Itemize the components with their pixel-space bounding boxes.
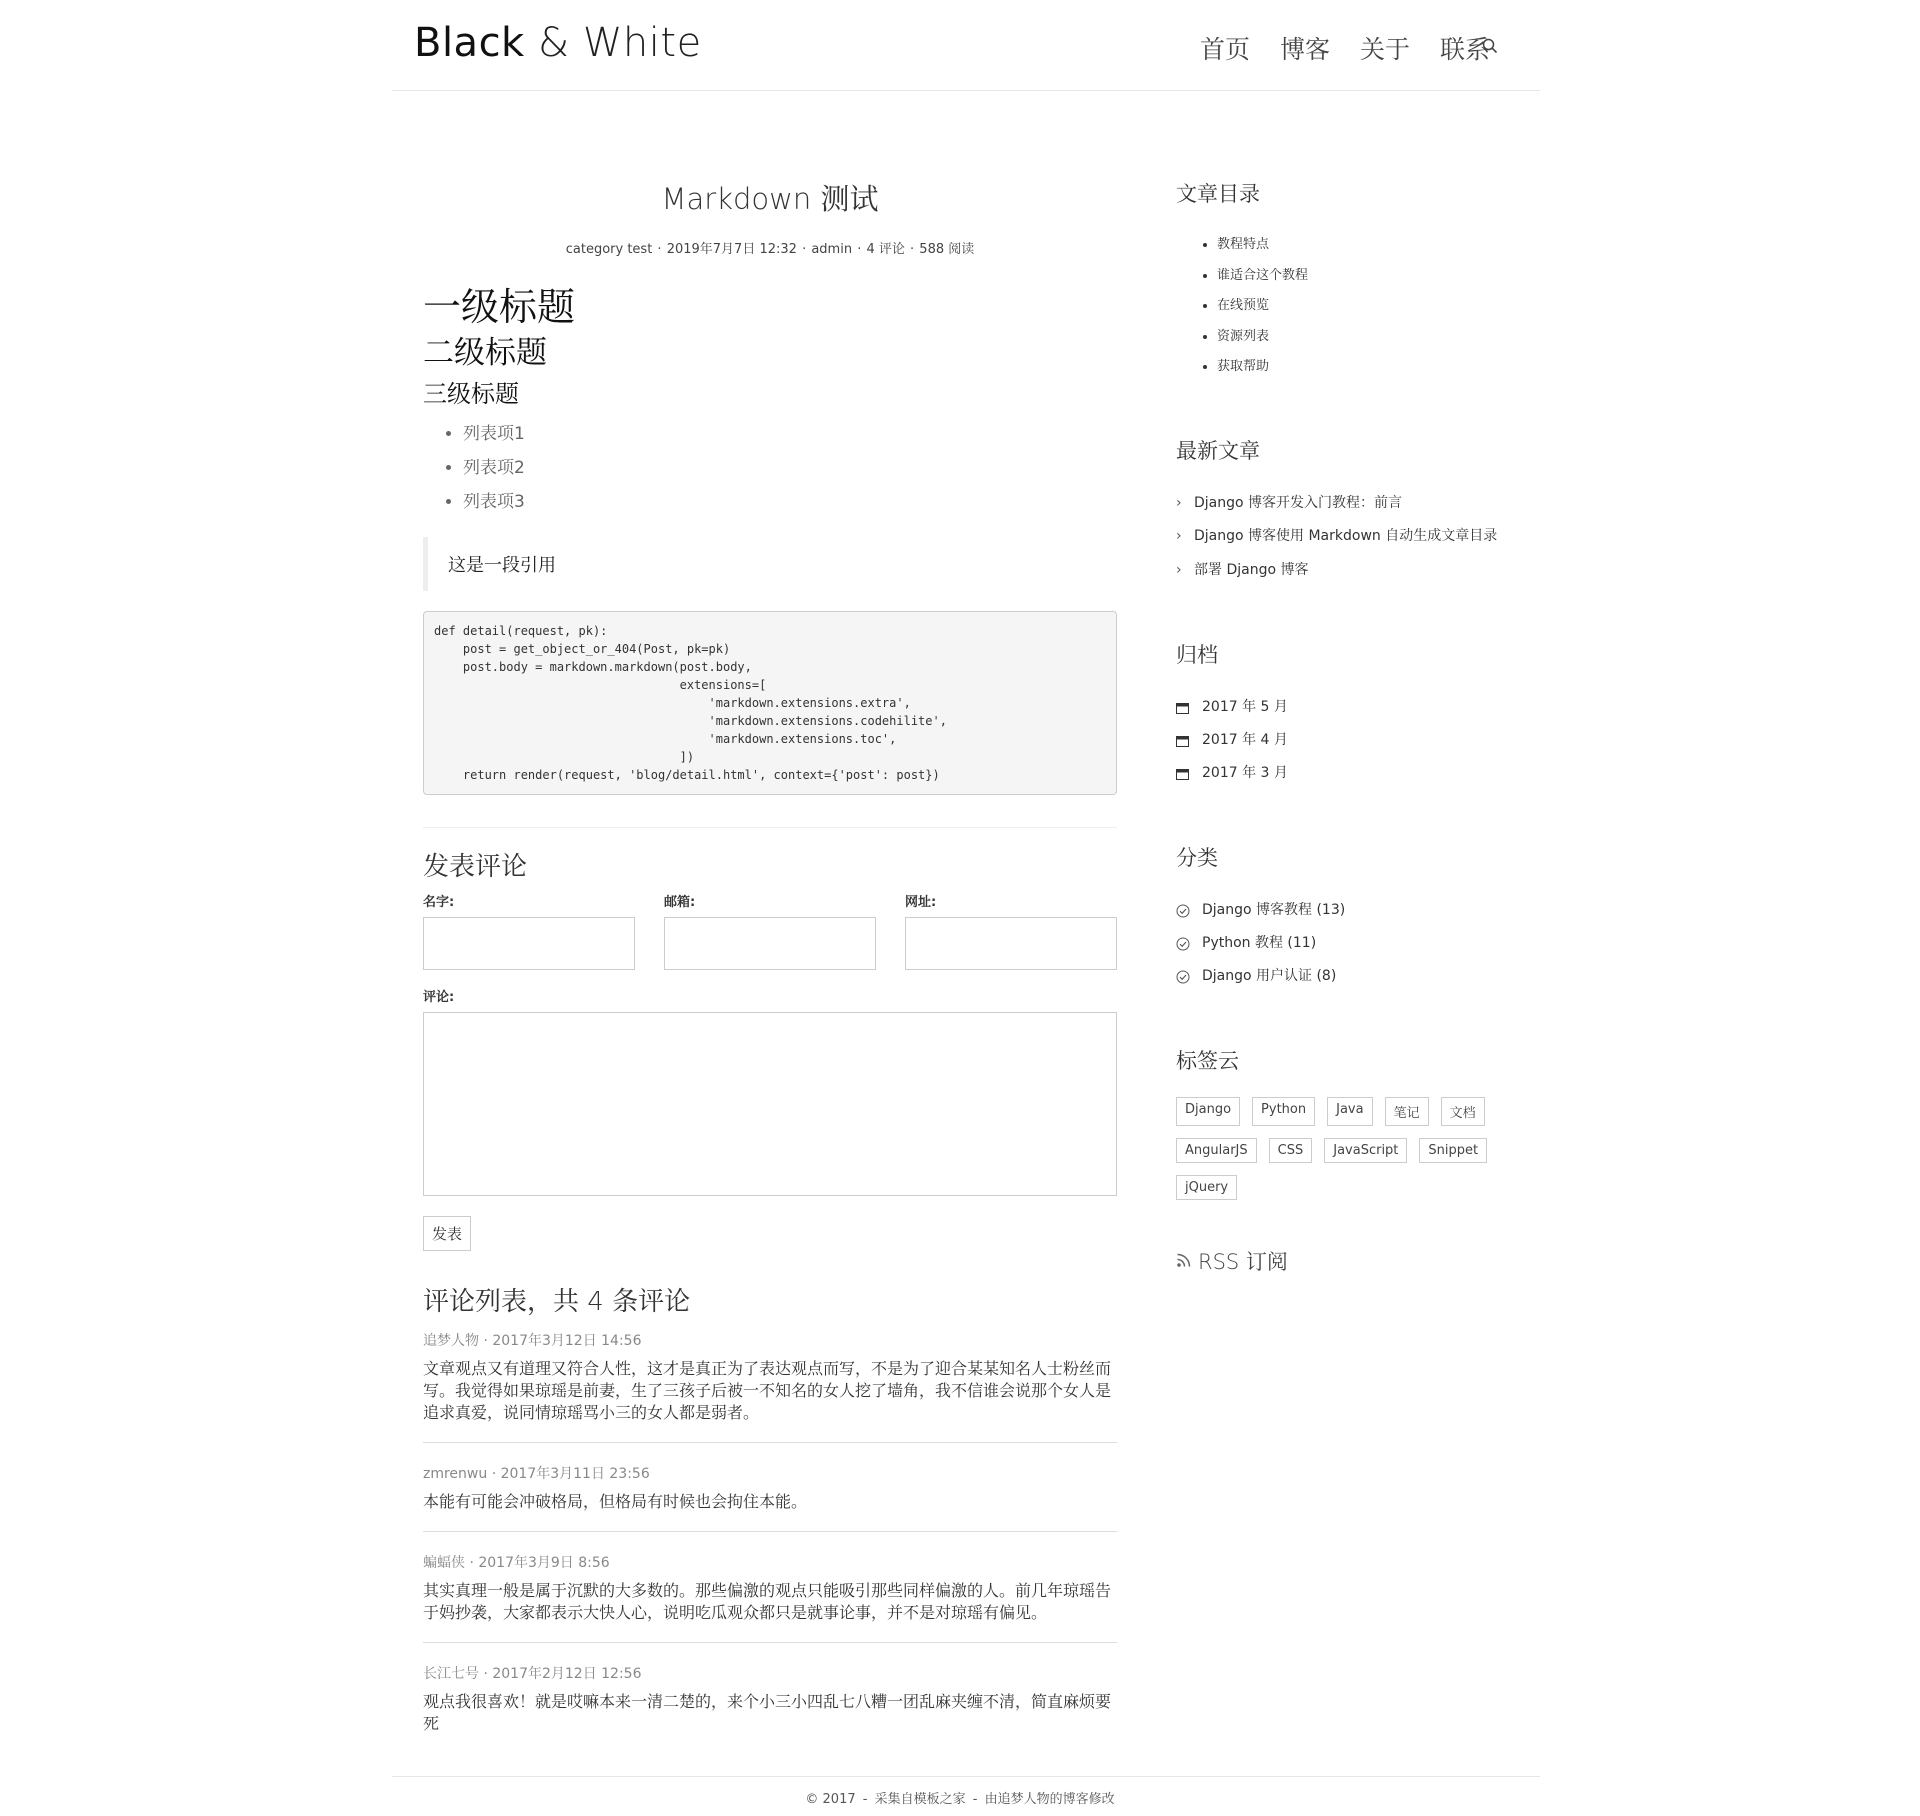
sidebar	[1176, 178, 1516, 1276]
chevron-right-icon: ›	[1176, 528, 1182, 544]
tag[interactable]: Django	[1176, 1097, 1240, 1126]
comment-body: 文章观点又有道理又符合人性，这才是真正为了表达观点而写，不是为了迎合某某知名人士粉丝而写。我觉得如果琼瑶是前妻，生了三孩子后被一不知名的女人挖了墙角，我不信谁会说那个女人是追求真爱，说同情琼瑶骂小三的女人都是弱者。	[423, 1359, 1112, 1422]
comment-item	[423, 1463, 1117, 1532]
comment-meta: 长江七号 · 2017年2月12日 12:56	[423, 1666, 642, 1682]
comment-list	[423, 1330, 1117, 1753]
email-field-group	[664, 891, 876, 970]
comment-meta: zmrenwu · 2017年3月11日 23:56	[423, 1466, 650, 1482]
rss-label: RSS 订阅	[1198, 1250, 1288, 1274]
comment-form-title: 发表评论	[423, 852, 528, 882]
tag-cloud-title: 标签云	[1176, 1049, 1239, 1073]
recent-post-item[interactable]	[1176, 554, 1516, 588]
footer-copyright: © 2017	[805, 1792, 856, 1807]
recent-post-item[interactable]	[1176, 520, 1516, 554]
tag[interactable]: AngularJS	[1176, 1138, 1257, 1163]
check-circle-icon	[1176, 904, 1202, 918]
toc-list	[1217, 230, 1516, 383]
nav-blog[interactable]: 博客	[1279, 35, 1330, 64]
recent-post-label: Django 博客使用 Markdown 自动生成文章目录	[1194, 528, 1498, 544]
nav-contact[interactable]: 联系	[1439, 35, 1490, 64]
heading-3: 三级标题	[423, 380, 519, 408]
search-icon[interactable]	[1482, 38, 1498, 54]
archive-label: 2017 年 4 月	[1202, 732, 1288, 748]
category-label: Python 教程 (11)	[1202, 935, 1317, 951]
calendar-icon	[1176, 702, 1202, 714]
tag[interactable]: Java	[1327, 1097, 1372, 1126]
comment-meta: 蝙蝠侠 · 2017年3月9日 8:56	[423, 1555, 610, 1571]
rss-link[interactable]	[1176, 1246, 1516, 1276]
category-item[interactable]	[1176, 927, 1516, 960]
heading-1: 一级标题	[423, 285, 576, 329]
post-article	[423, 170, 1117, 1753]
list-item: • 列表项1	[463, 417, 1117, 451]
recent-post-label: 部署 Django 博客	[1194, 561, 1309, 578]
logo-white: White	[582, 20, 702, 66]
comments-title: 评论列表，共 4 条评论	[423, 1287, 691, 1317]
toc-widget	[1176, 178, 1516, 383]
recent-posts-widget	[1176, 435, 1516, 588]
check-circle-icon	[1176, 970, 1202, 984]
tag[interactable]: JavaScript	[1324, 1138, 1407, 1163]
tag[interactable]: jQuery	[1176, 1175, 1237, 1200]
comment-textarea[interactable]	[423, 1012, 1117, 1196]
logo-amp: &	[537, 20, 570, 66]
toc-item[interactable]: • 在线预览	[1217, 291, 1516, 322]
footer-modified-link[interactable]: 由追梦人物的博客修改	[984, 1792, 1115, 1807]
tag[interactable]: Python	[1252, 1097, 1315, 1126]
toc-item[interactable]: • 谁适合这个教程	[1217, 261, 1516, 292]
category-title: 分类	[1176, 846, 1218, 870]
list-item: • 列表项3	[463, 485, 1117, 519]
main-nav	[1170, 30, 1490, 66]
archive-title: 归档	[1176, 643, 1218, 667]
code-block: def detail(request, pk): post = get_object_or_404(Post, pk=pk) post.body = markdown.markdown(post.body, extensions=[ 'markdown.extensions.extra', 'markdown.extensions.codehilite', 'markdown.extensions.toc', ]) return render(request, 'blog/detail.html', context={'post': post})	[423, 611, 1117, 795]
archive-widget	[1176, 639, 1516, 790]
submit-comment-button[interactable]: 发表	[423, 1216, 471, 1251]
site-logo[interactable]	[414, 20, 702, 66]
post-views: 588 阅读	[919, 242, 975, 257]
name-field-group	[423, 891, 635, 970]
blockquote: 这是一段引用	[423, 537, 1117, 591]
post-category[interactable]: category test	[565, 242, 653, 257]
nav-about[interactable]: 关于	[1359, 35, 1410, 64]
comment-item	[423, 1330, 1117, 1443]
comment-body: 其实真理一般是属于沉默的大多数的。那些偏激的观点只能吸引那些同样偏激的人。前几年琼瑶告于妈抄袭，大家都表示大快人心，说明吃瓜观众都只是就事论事，并不是对琼瑶有偏见。	[423, 1581, 1112, 1622]
archive-item[interactable]	[1176, 691, 1516, 724]
archive-item[interactable]	[1176, 757, 1516, 790]
comment-item	[423, 1552, 1117, 1643]
comment-body: 观点我很喜欢！就是哎嘛本来一清二楚的，来个小三小四乱七八糟一团乱麻夹缠不清，简直麻烦要死	[423, 1692, 1112, 1733]
category-item[interactable]	[1176, 960, 1516, 993]
post-date: 2019年7月7日 12:32	[666, 242, 797, 257]
site-footer: © 2017 - 采集自模板之家 - 由追梦人物的博客修改	[805, 1792, 1115, 1807]
tag[interactable]: 笔记	[1385, 1097, 1429, 1126]
check-circle-icon	[1176, 937, 1202, 951]
chevron-right-icon: ›	[1176, 494, 1182, 511]
comment-form-fields	[423, 891, 1117, 970]
archive-label: 2017 年 5 月	[1202, 699, 1288, 715]
comment-field-group	[423, 986, 1117, 1196]
tag[interactable]: CSS	[1269, 1138, 1313, 1163]
category-item[interactable]	[1176, 894, 1516, 927]
comment-item	[423, 1663, 1117, 1753]
rss-icon	[1176, 1249, 1192, 1273]
tag-cloud-widget	[1176, 1045, 1516, 1212]
toc-title: 文章目录	[1176, 182, 1260, 206]
comment-body: 本能有可能会冲破格局，但格局有时候也会拘住本能。	[423, 1492, 808, 1511]
url-label: 网址:	[905, 895, 937, 910]
logo-black: Black	[414, 20, 525, 66]
email-input[interactable]	[664, 917, 876, 970]
calendar-icon	[1176, 735, 1202, 747]
url-field-group	[905, 891, 1117, 970]
section-divider	[423, 827, 1117, 828]
toc-item[interactable]: • 获取帮助	[1217, 352, 1516, 383]
footer-divider	[392, 1776, 1540, 1777]
nav-home[interactable]: 首页	[1199, 35, 1250, 64]
url-input[interactable]	[905, 917, 1117, 970]
category-label: Django 用户认证 (8)	[1202, 968, 1337, 984]
recent-post-label: Django 博客开发入门教程：前言	[1194, 494, 1403, 511]
category-widget	[1176, 842, 1516, 993]
calendar-icon	[1176, 768, 1202, 780]
recent-title: 最新文章	[1176, 438, 1260, 463]
archive-label: 2017 年 3 月	[1202, 765, 1288, 781]
email-label: 邮箱:	[664, 895, 696, 910]
recent-post-item[interactable]	[1176, 487, 1516, 521]
tag-cloud	[1176, 1097, 1516, 1212]
category-label: Django 博客教程 (13)	[1202, 902, 1346, 918]
tag[interactable]: Snippet	[1419, 1138, 1487, 1163]
comment-label: 评论:	[423, 990, 455, 1005]
post-author[interactable]: admin	[811, 242, 853, 257]
post-comment-count[interactable]: 4 评论	[866, 242, 905, 257]
name-input[interactable]	[423, 917, 635, 970]
markdown-list	[463, 417, 1117, 519]
toc-item[interactable]: • 资源列表	[1217, 322, 1516, 353]
toc-item[interactable]: • 教程特点	[1217, 230, 1516, 261]
comment-meta: 追梦人物 · 2017年3月12日 14:56	[423, 1333, 642, 1349]
archive-item[interactable]	[1176, 724, 1516, 757]
site-header	[392, 0, 1540, 91]
post-title: Markdown 测试	[661, 182, 879, 216]
heading-2: 二级标题	[423, 335, 547, 371]
post-meta: category test · 2019年7月7日 12:32 · admin · 4 评论 · 588 阅读	[565, 242, 975, 257]
footer-source-link[interactable]: 采集自模板之家	[874, 1792, 966, 1807]
chevron-right-icon: ›	[1176, 561, 1182, 578]
list-item: • 列表项2	[463, 451, 1117, 485]
tag[interactable]: 文档	[1441, 1097, 1485, 1126]
name-label: 名字:	[423, 895, 455, 910]
